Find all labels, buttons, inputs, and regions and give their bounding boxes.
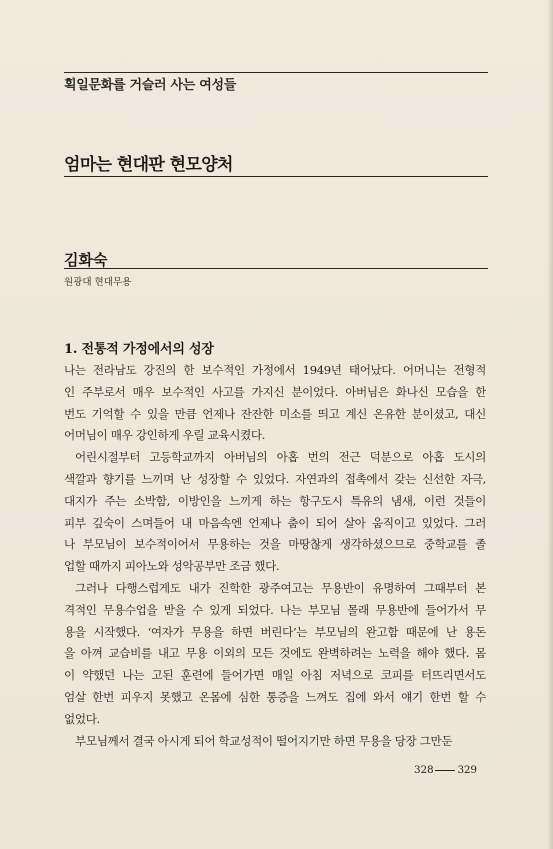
author-affiliation: 원광대 현대무용 [64,277,132,288]
body-line: 어머님이 매우 강인하게 우릴 교육시켰다. [64,428,266,443]
body-line: 이 약했던 나는 고된 훈련에 들어가면 매일 아침 저녁으로 코피를 터뜨리면서도 [64,668,486,683]
section-heading: 1. 전통적 가정에서의 성장 [64,342,214,357]
body-line: 부모님께서 결국 아시게 되어 학교성적이 떨어지기만 하면 무용을 당장 그만둔 [75,733,453,748]
body-line: 을 아껴 교습비를 내고 무용 이외의 모든 것에도 완벽하려는 노력을 해야 했다. 몸 [64,646,486,661]
body-line: 어린시절부터 고등학교까지 아버님의 아홉 번의 전근 덕분으로 아홉 도시의 [75,450,486,465]
page-edge-shadow [547,0,553,849]
title-rule [64,176,488,177]
body-line: 색깔과 향기를 느끼며 난 성장할 수 있었다. 자연과의 접촉에서 갖는 신선한 자극, [64,471,486,486]
body-line: 나 부모님이 보수적이어서 무용하는 것을 마땅찮게 생각하셨으므로 중학교를 졸 [64,537,486,552]
body-line: 격적인 무용수업을 받을 수 있게 되었다. 나는 부모님 몰래 무용반에 들어가서 무 [64,602,486,617]
body-line: 인 주부로서 매우 보수적인 사고를 가지신 분이었다. 아버님은 화나신 모습을 한 [64,384,486,399]
page-number-dash [435,770,455,771]
article-title: 엄마는 현대판 현모양처 [64,155,233,175]
body-line: 엄살 한번 피우지 못했고 온몸에 심한 통증을 느껴도 집에 와서 얘기 한번 할 수 [64,689,486,704]
section-label: 획일문화를 거슬러 사는 여성들 [64,78,237,93]
header-rule [64,72,488,73]
body-line: 대지가 주는 소박함, 이방인을 느끼게 하는 항구도시 특유의 냄새, 이런 것들이 [64,493,486,508]
body-line: 피부 깊숙이 스며들어 내 마음속엔 언제나 춤이 되어 살아 움직이고 있었다. 그러 [64,515,486,530]
body-line: 그러나 다행스럽게도 내가 진학한 광주여고는 무용반이 유명하여 그때부터 본 [75,580,486,595]
body-text [64,360,486,752]
page-number-right: 329 [457,764,477,776]
body-line: 용을 시작했다. ‘여자가 무용을 하면 버린다’는 부모님의 완고함 때문에 난 용돈 [64,624,486,639]
author-rule [64,268,488,269]
body-line: 업할 때까지 피아노와 성악공부만 조금 했다. [64,559,280,574]
body-line: 없었다. [64,711,100,726]
body-line: 번도 기억할 수 있을 만큼 언제나 잔잔한 미소를 띄고 계신 온유한 분이셨고, 대신 [64,406,486,421]
page-number-left: 328 [414,764,434,776]
body-line: 나는 전라남도 강진의 한 보수적인 가정에서 1949년 태어났다. 어머니는 전형적 [64,363,486,377]
author-name: 김화숙 [64,251,108,269]
page-numbers [414,764,477,776]
